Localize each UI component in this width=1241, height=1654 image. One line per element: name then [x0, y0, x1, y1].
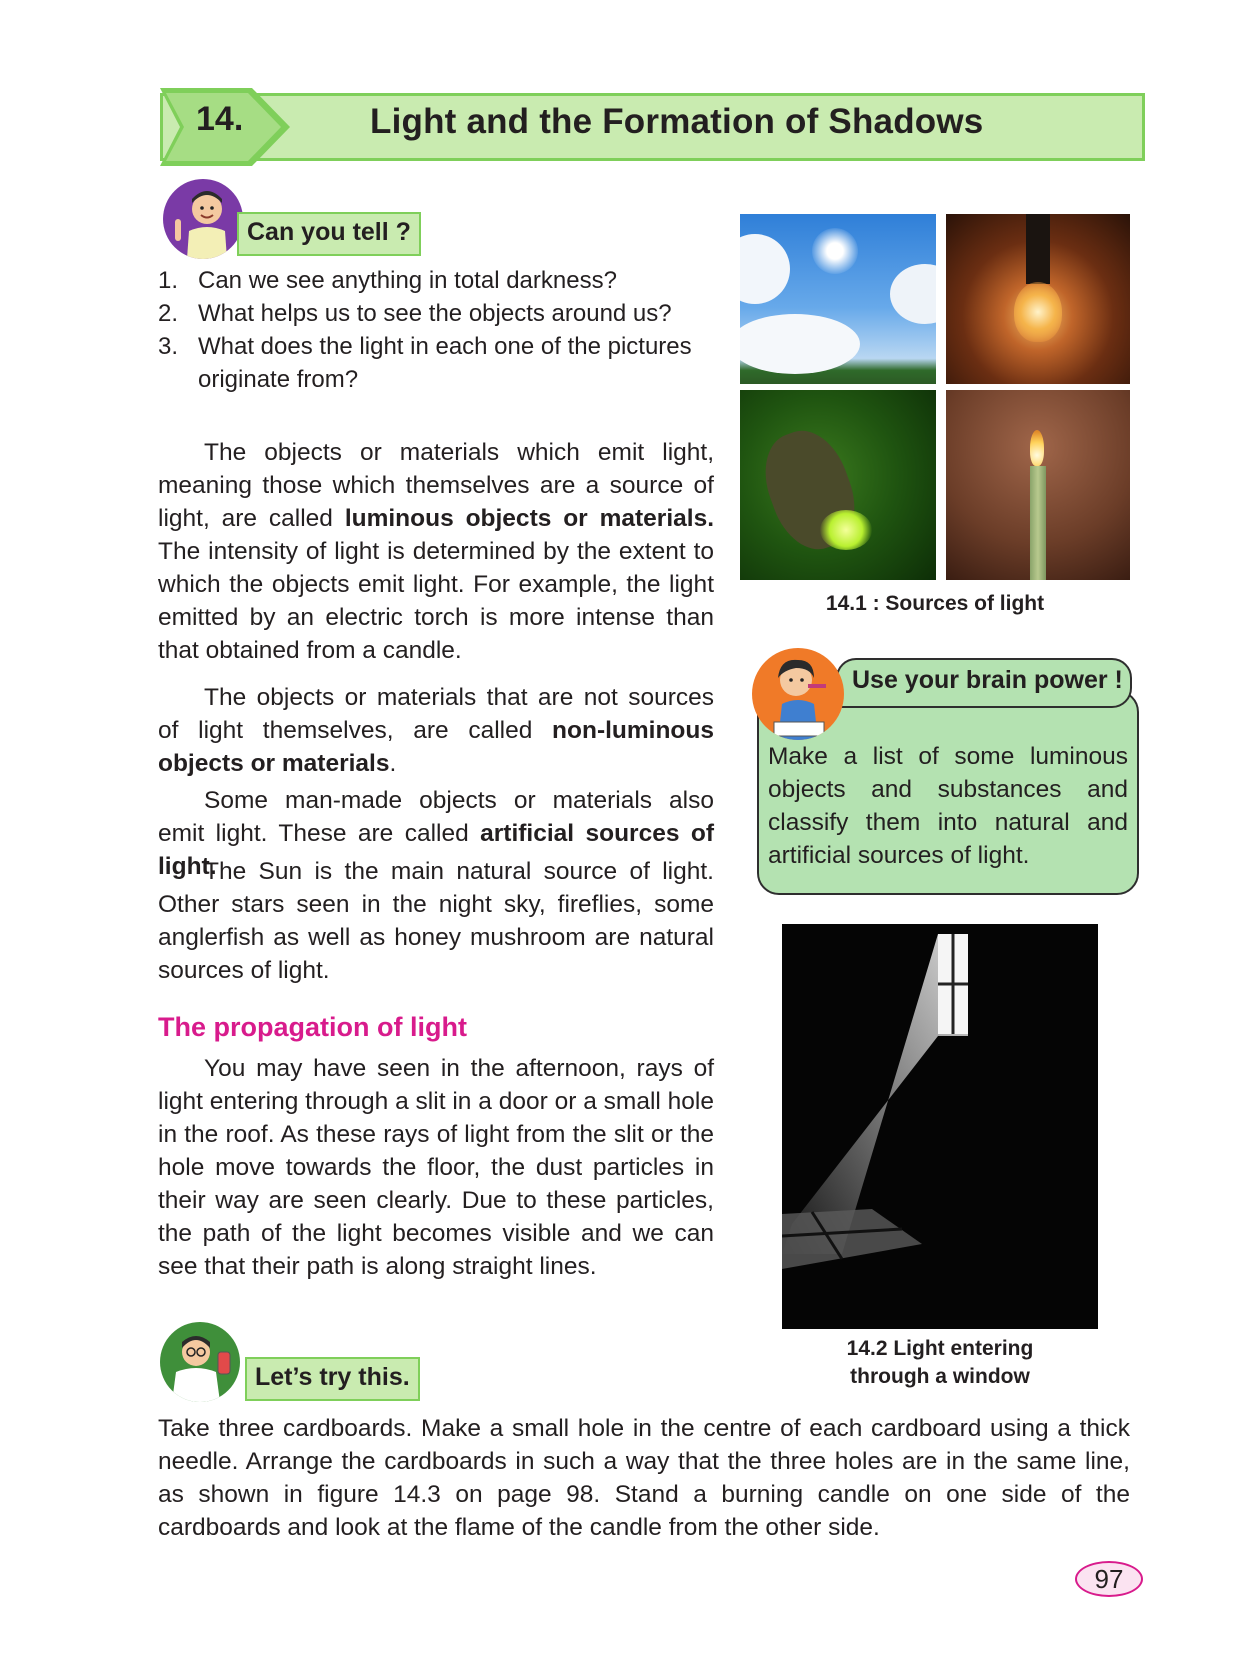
- figure-2-caption-line: 14.2 Light entering: [846, 1337, 1034, 1360]
- lets-try-text: Take three cardboards. Make a small hole in the centre of each cardboard using a thick needle. Arrange the cardboards in such a way that the three holes are in the same line, as shown in figure 14.3 on page 98. Stand a burning candle on one side of the cardboards and look at the flame of the candle from the other side.: [158, 1415, 1130, 1541]
- bulb-photo: [946, 214, 1130, 384]
- figure-1-caption: 14.1 : Sources of light: [825, 592, 1045, 615]
- paragraph-text: The objects or materials which emit light, meaning those which themselves are a source of light, are called: [158, 439, 714, 532]
- figure-2-caption: [782, 1335, 1098, 1391]
- question-item: [158, 330, 718, 396]
- paragraph-text: Some man-made objects or materials also emit light. These are called: [158, 787, 714, 847]
- section-heading-propagation: The propagation of light: [158, 1012, 467, 1042]
- question-item: [158, 297, 718, 330]
- question-text: What does the light in each one of the pictures originate from?: [198, 333, 692, 393]
- paragraph-non-luminous: [158, 681, 714, 780]
- question-number: 3.: [158, 333, 179, 360]
- figure-sources-of-light: [740, 214, 1130, 580]
- firefly-photo: [740, 390, 936, 580]
- paragraph-text: The intensity of light is determined by the extent to which the objects emit light. For example, the light emitted by an electric torch is more intense than that obtained from a candle.: [158, 538, 714, 664]
- term-non-luminous: non-luminous objects or materials: [158, 717, 714, 777]
- question-number: 2.: [158, 300, 179, 327]
- window-light-photo: [782, 924, 1098, 1329]
- term-artificial: artificial sources of light.: [158, 820, 714, 880]
- question-item: [158, 264, 718, 297]
- brain-power-label: Use your brain power !: [836, 658, 1132, 708]
- question-list: [158, 264, 718, 396]
- figure-2-caption-line: through a window: [850, 1365, 1030, 1388]
- chapter-title: Light and the Formation of Shadows: [370, 102, 984, 141]
- question-number: 1.: [158, 267, 179, 294]
- chapter-number: 14.: [196, 100, 244, 138]
- page-number: 97: [1075, 1561, 1143, 1597]
- candle-photo: [946, 390, 1130, 580]
- paragraph-text: The objects or materials that are not sources of light themselves, are called: [158, 684, 714, 744]
- can-you-tell-label: Can you tell ?: [237, 212, 421, 256]
- paragraph-propagation: You may have seen in the afternoon, rays of light entering through a slit in a door or a small hole in the roof. As these rays of light from the slit or the hole move towards the floor, the dust particles in their way are seen clearly. Due to these particles, the path of the light becomes visible and we can see that their path is along straight lines.: [158, 1055, 714, 1280]
- scientist-icon: [160, 1322, 240, 1402]
- question-text: Can we see anything in total darkness?: [198, 267, 617, 294]
- boy-avatar-icon: [163, 179, 243, 259]
- term-luminous: luminous objects or materials.: [344, 505, 714, 532]
- girl-thinking-icon: [752, 648, 844, 740]
- paragraph-luminous: [158, 436, 714, 667]
- brain-power-text: Make a list of some luminous objects and substances and classify them into natural and artificial sources of light.: [768, 743, 1128, 869]
- sun-photo: [740, 214, 936, 384]
- paragraph-text: .: [389, 750, 397, 777]
- paragraph-natural-sources: The Sun is the main natural source of light. Other stars seen in the night sky, fireflies, some anglerfish as well as honey mushroom are natural sources of light.: [158, 858, 714, 984]
- question-text: What helps us to see the objects around us?: [198, 300, 672, 327]
- lets-try-label: Let’s try this.: [245, 1357, 420, 1401]
